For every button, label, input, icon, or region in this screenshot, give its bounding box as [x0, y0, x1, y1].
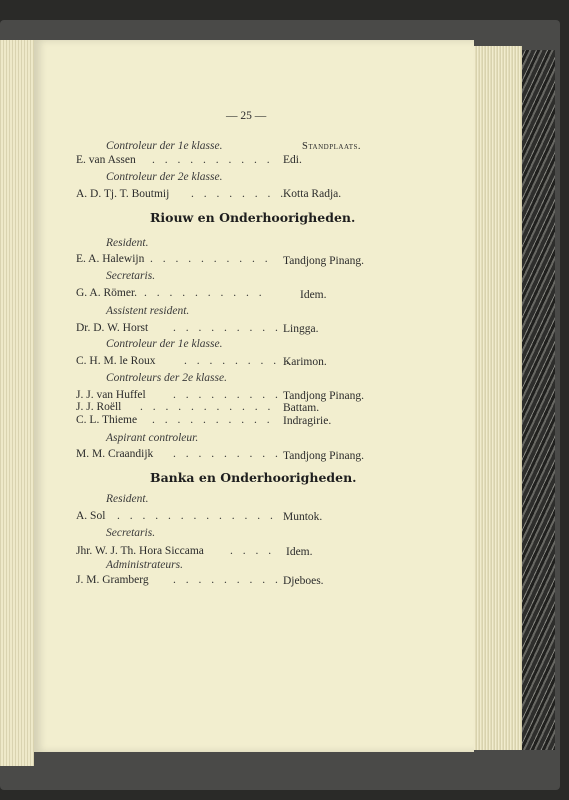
section-heading: Banka en Onderhoorigheden.: [150, 470, 357, 485]
entry-name: C. L. Thieme: [76, 414, 138, 426]
leader-dots: . . . . . . . .: [191, 188, 287, 200]
left-page-edges: [0, 40, 34, 766]
leader-dots: . . . . . . . . .: [173, 448, 282, 460]
entry-name: E. van Assen: [76, 154, 136, 166]
entry-name: Dr. D. W. Horst: [76, 322, 149, 334]
entry-name: A. Sol: [76, 510, 106, 522]
leader-dots: . . . . . . . . . . . . .: [117, 510, 277, 522]
entry-place: Idem.: [300, 289, 327, 301]
page-edges: [470, 46, 522, 750]
entry-place: Karimon.: [283, 356, 327, 368]
role-label: Assistent resident.: [106, 305, 190, 317]
entry-name: C. H. M. le Roux: [76, 355, 156, 367]
leader-dots: . . . . . . . . .: [184, 355, 293, 367]
role-label: Aspirant controleur.: [106, 432, 199, 444]
page-number: — 25 —: [226, 110, 267, 122]
role-label: Controleur der 2e klasse.: [106, 171, 223, 183]
entry-name: E. A. Halewijn: [76, 253, 145, 265]
entry-place: Kotta Radja.: [283, 188, 342, 200]
role-label: Controleur der 1e klasse.: [106, 140, 223, 152]
section-heading: Riouw en Onderhoorigheden.: [150, 210, 356, 225]
leader-dots: . . . . . . . . .: [173, 322, 282, 334]
leader-dots: . . . . . . . . . .: [150, 253, 272, 265]
leader-dots: . . . . . . . . .: [173, 389, 282, 401]
entry-place: Lingga.: [283, 323, 319, 335]
leader-dots: . . . . . . . . . .: [144, 287, 266, 299]
leader-dots: . . . . . . . . .: [173, 574, 282, 586]
entry-name: J. J. Roëll: [76, 401, 122, 413]
entry-place: Tandjong Pinang.: [283, 255, 364, 267]
role-label: Secretaris.: [106, 270, 156, 282]
entry-name: J. M. Gramberg: [76, 574, 149, 586]
role-label: Resident.: [106, 493, 149, 505]
standplaats-header: Standplaats.: [302, 141, 362, 152]
book-page: [34, 40, 474, 752]
entry-place: Battam.: [283, 402, 320, 414]
entry-name: G. A. Römer.: [76, 287, 138, 299]
entry-place: Tandjong Pinang.: [283, 390, 364, 402]
role-label: Secretaris.: [106, 527, 156, 539]
role-label: Resident.: [106, 237, 149, 249]
entry-name: A. D. Tj. T. Boutmij: [76, 188, 170, 200]
leader-dots: . . . .: [230, 545, 275, 557]
entry-place: Indragirie.: [283, 415, 332, 427]
entry-name: M. M. Craandijk: [76, 448, 154, 460]
role-label: Controleurs der 2e klasse.: [106, 372, 227, 384]
leader-dots: . . . . . . . . . . .: [140, 401, 274, 413]
entry-place: Muntok.: [283, 511, 323, 523]
role-label: Controleur der 1e klasse.: [106, 338, 223, 350]
leader-dots: . . . . . . . . . .: [152, 414, 274, 426]
entry-place: Djeboes.: [283, 575, 324, 587]
entry-name: J. J. van Huffel: [76, 389, 146, 401]
entry-place: Edi.: [283, 154, 302, 166]
role-label: Administrateurs.: [106, 559, 183, 571]
entry-place: Tandjong Pinang.: [283, 450, 364, 462]
entry-place: Idem.: [286, 546, 313, 558]
leader-dots: . . . . . . . . . .: [152, 154, 274, 166]
entry-name: Jhr. W. J. Th. Hora Siccama: [76, 545, 204, 557]
